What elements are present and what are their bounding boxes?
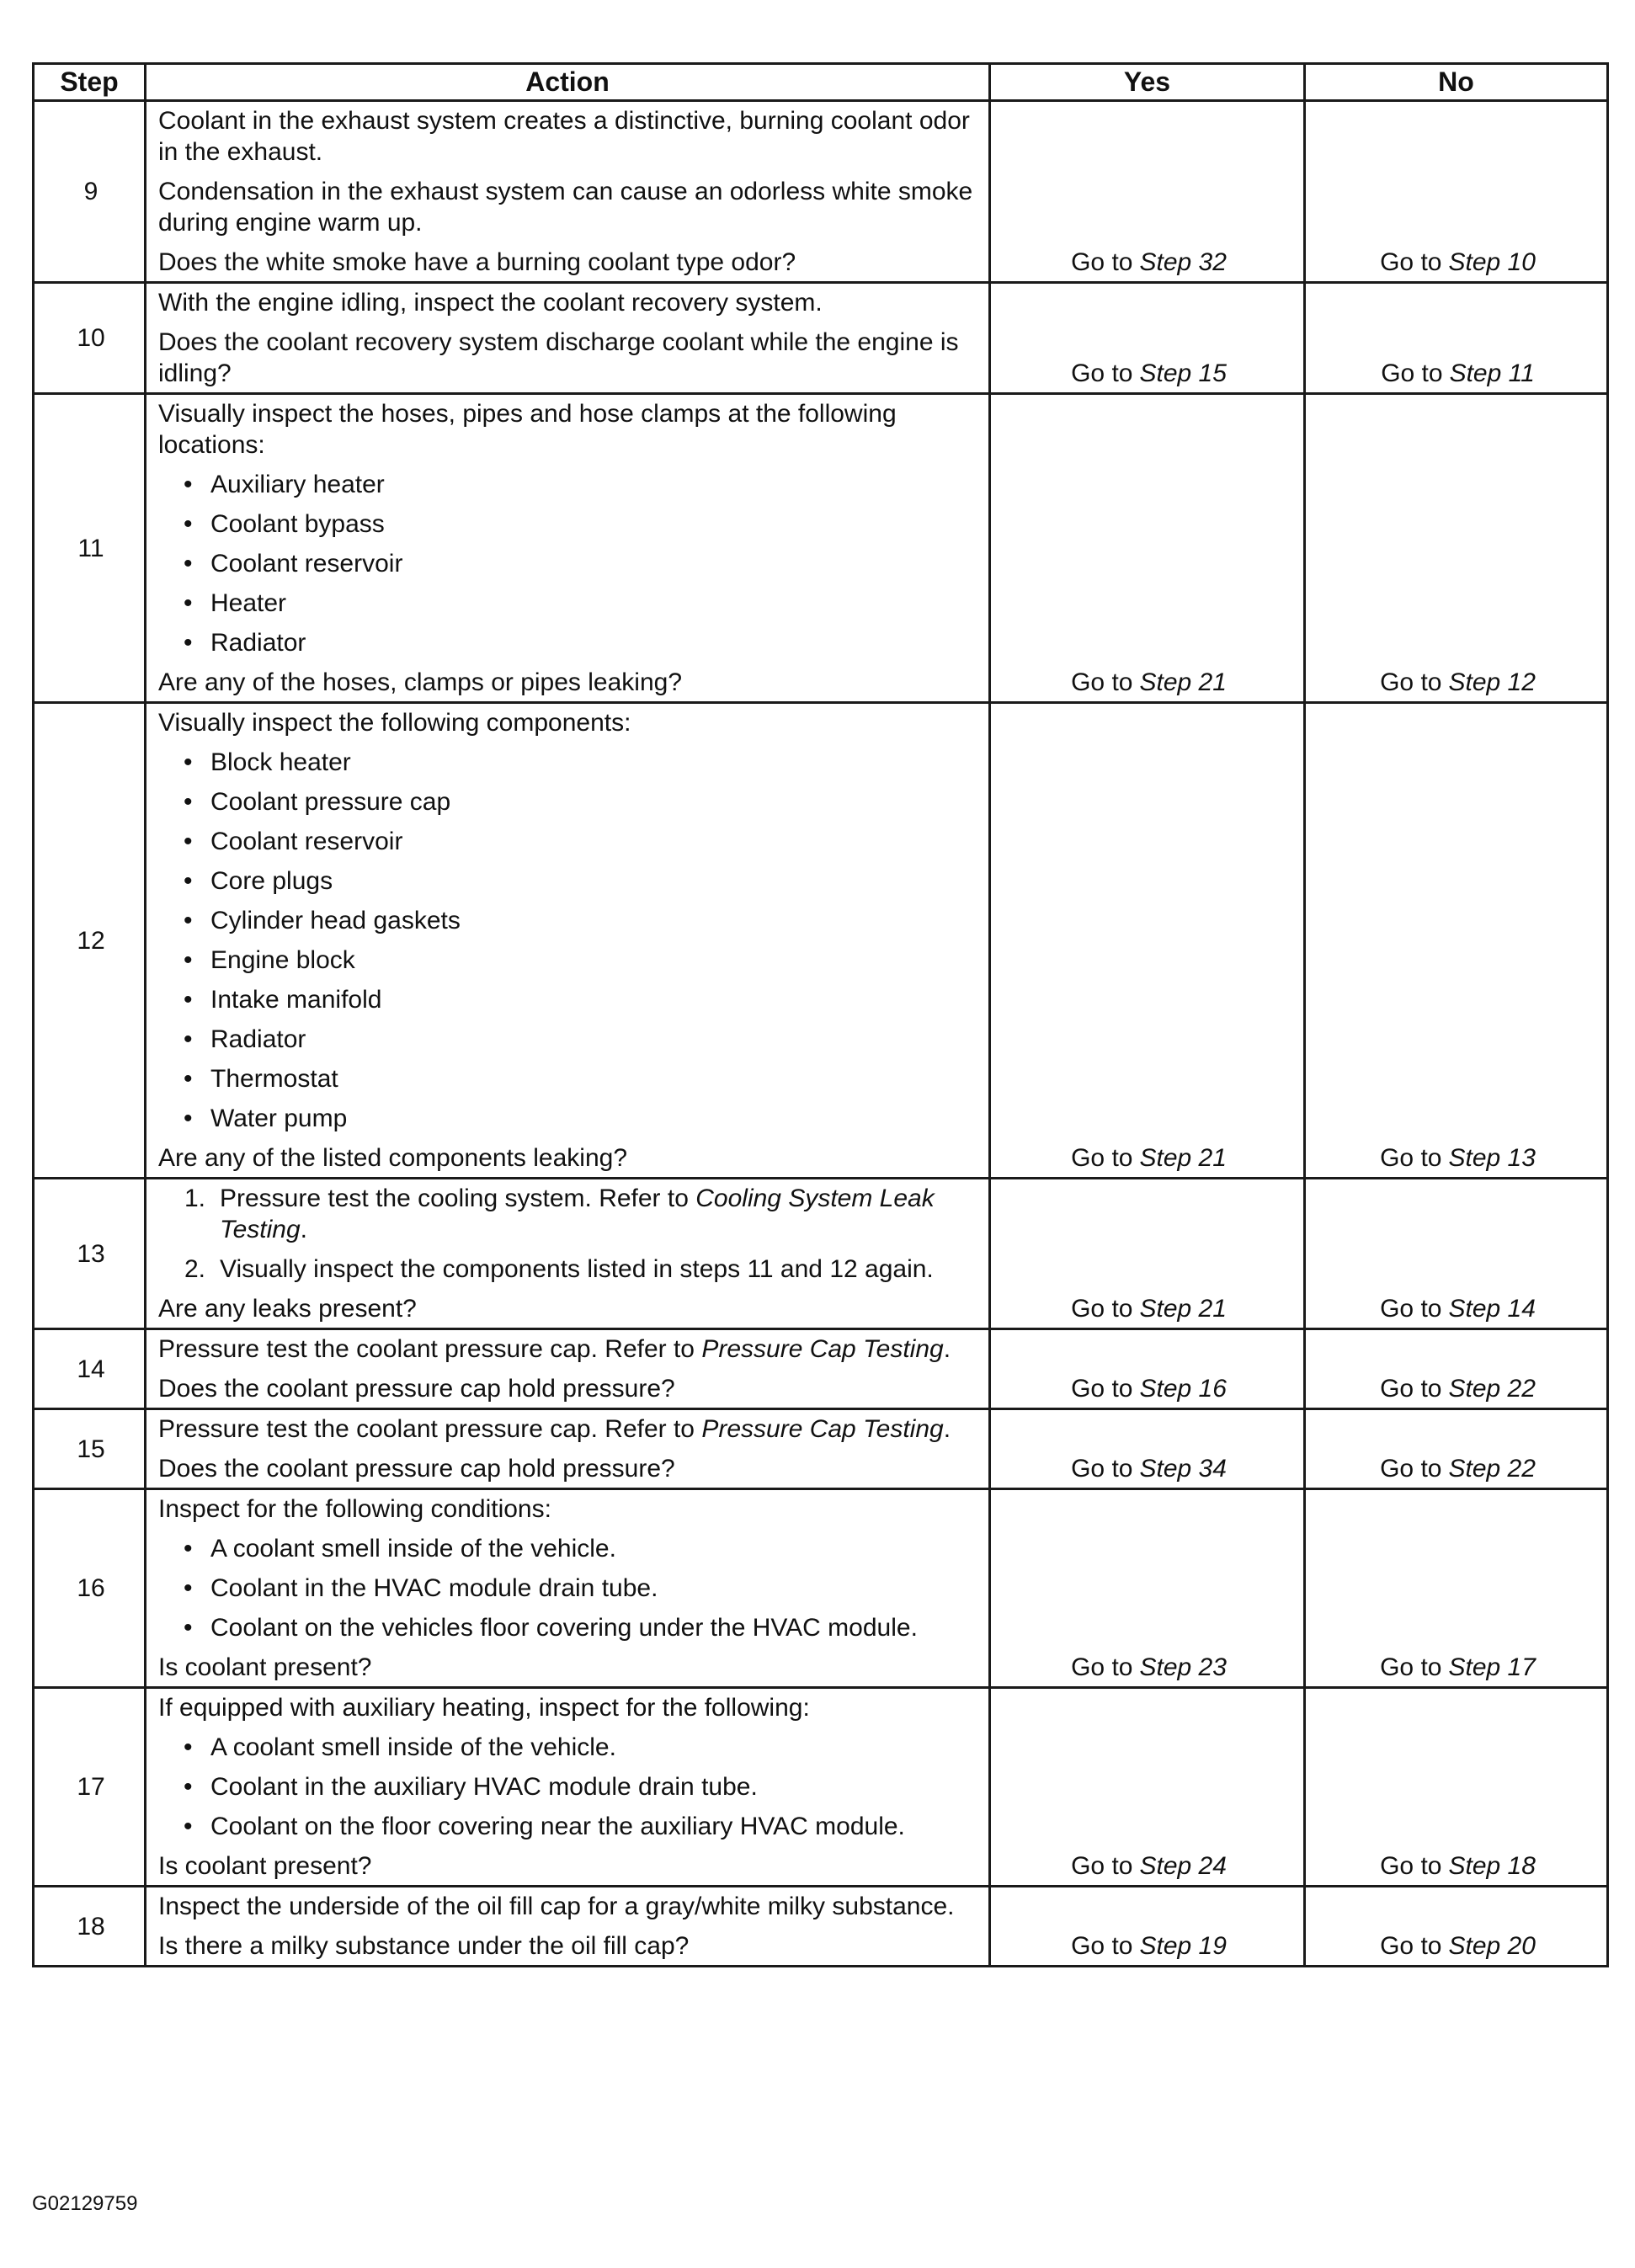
list-item: • Intake manifold bbox=[158, 984, 980, 1015]
yes-result bbox=[990, 1887, 1305, 1967]
step-number: 16 bbox=[34, 1489, 146, 1688]
action-text-content: Are any leaks present? bbox=[158, 1295, 417, 1323]
action-text bbox=[158, 247, 980, 278]
table-row bbox=[34, 1409, 1608, 1489]
action-column-header: Action bbox=[146, 64, 990, 101]
action-cell bbox=[146, 1329, 990, 1409]
yes-step-reference: Step 24 bbox=[1139, 1852, 1227, 1880]
action-text-content: Coolant in the exhaust system creates a distinctive, burning coolant odor in the exhaust. bbox=[158, 107, 970, 166]
action-cell bbox=[146, 703, 990, 1179]
list-item: • Core plugs bbox=[158, 865, 980, 897]
yes-result bbox=[990, 101, 1305, 283]
action-cell bbox=[146, 1887, 990, 1967]
action-text-content: Inspect for the following conditions: bbox=[158, 1495, 551, 1523]
punctuation: . bbox=[943, 1415, 951, 1443]
action-text bbox=[158, 1414, 980, 1445]
punctuation: . bbox=[943, 1335, 951, 1363]
table-row bbox=[34, 703, 1608, 1179]
reference-link: Pressure Cap Testing bbox=[701, 1415, 944, 1443]
yes-step-reference: Step 16 bbox=[1139, 1375, 1227, 1403]
action-text-content: Pressure test the coolant pressure cap. Refer to bbox=[158, 1415, 702, 1443]
go-to-label: Go to bbox=[1381, 359, 1443, 387]
action-text-content: Pressure test the coolant pressure cap. Refer to bbox=[158, 1335, 702, 1363]
list-item: • Thermostat bbox=[158, 1063, 980, 1094]
figure-id: G02129759 bbox=[32, 2192, 138, 2215]
yes-result bbox=[990, 394, 1305, 703]
punctuation: . bbox=[300, 1216, 307, 1243]
no-result bbox=[1305, 101, 1608, 283]
no-step-reference: Step 22 bbox=[1448, 1375, 1536, 1403]
no-step-reference: Step 14 bbox=[1448, 1295, 1536, 1323]
action-text-content: Visually inspect the hoses, pipes and hose clamps at the following locations: bbox=[158, 400, 897, 459]
action-text bbox=[158, 1142, 980, 1174]
action-text bbox=[158, 1373, 980, 1404]
list-item: • A coolant smell inside of the vehicle. bbox=[158, 1732, 980, 1763]
reference-link: Cooling System Leak Testing bbox=[220, 1185, 935, 1243]
table-row bbox=[34, 283, 1608, 394]
go-to-label: Go to bbox=[1071, 1932, 1133, 1960]
step-number: 17 bbox=[34, 1688, 146, 1887]
action-text bbox=[158, 327, 980, 389]
no-result bbox=[1305, 1179, 1608, 1329]
step-number: 13 bbox=[34, 1179, 146, 1329]
table-body bbox=[34, 101, 1608, 1967]
no-result bbox=[1305, 1887, 1608, 1967]
no-result bbox=[1305, 1688, 1608, 1887]
step-column-header: Step bbox=[34, 64, 146, 101]
no-result bbox=[1305, 703, 1608, 1179]
list-item: • Coolant reservoir bbox=[158, 826, 980, 857]
list-item-text: Visually inspect the components listed in steps 11 and 12 again. bbox=[220, 1255, 934, 1283]
action-text-content: Is there a milky substance under the oil fill cap? bbox=[158, 1932, 690, 1960]
go-to-label: Go to bbox=[1071, 1375, 1133, 1403]
yes-step-reference: Step 21 bbox=[1139, 1144, 1227, 1172]
list-item bbox=[158, 1183, 980, 1245]
list-item: • Coolant bypass bbox=[158, 508, 980, 540]
go-to-label: Go to bbox=[1071, 668, 1133, 696]
go-to-label: Go to bbox=[1380, 1295, 1442, 1323]
yes-result bbox=[990, 1409, 1305, 1489]
go-to-label: Go to bbox=[1071, 1144, 1133, 1172]
action-text-content: Does the white smoke have a burning coolant type odor? bbox=[158, 248, 796, 276]
action-text bbox=[158, 176, 980, 238]
go-to-label: Go to bbox=[1071, 1852, 1133, 1880]
no-step-reference: Step 12 bbox=[1448, 668, 1536, 696]
action-text bbox=[158, 287, 980, 318]
action-text-content: With the engine idling, inspect the coolant recovery system. bbox=[158, 289, 823, 317]
list-item: • Radiator bbox=[158, 1024, 980, 1055]
go-to-label: Go to bbox=[1071, 248, 1133, 276]
reference-link: Pressure Cap Testing bbox=[701, 1335, 944, 1363]
no-result bbox=[1305, 1329, 1608, 1409]
action-text bbox=[158, 1652, 980, 1683]
no-result bbox=[1305, 1409, 1608, 1489]
list-item: • Auxiliary heater bbox=[158, 469, 980, 500]
list-item: • Heater bbox=[158, 588, 980, 619]
yes-step-reference: Step 21 bbox=[1139, 1295, 1227, 1323]
no-step-reference: Step 17 bbox=[1448, 1653, 1536, 1681]
action-text bbox=[158, 398, 980, 461]
list-item: • Coolant reservoir bbox=[158, 548, 980, 579]
yes-step-reference: Step 23 bbox=[1139, 1653, 1227, 1681]
go-to-label: Go to bbox=[1380, 1144, 1442, 1172]
list-item: • Engine block bbox=[158, 945, 980, 976]
action-cell bbox=[146, 1489, 990, 1688]
go-to-label: Go to bbox=[1380, 1653, 1442, 1681]
no-step-reference: Step 13 bbox=[1448, 1144, 1536, 1172]
list-item: • A coolant smell inside of the vehicle. bbox=[158, 1533, 980, 1564]
yes-step-reference: Step 21 bbox=[1139, 668, 1227, 696]
list-number: 2. bbox=[184, 1255, 205, 1283]
action-text-content: Condensation in the exhaust system can cause an odorless white smoke during engine warm up. bbox=[158, 178, 973, 237]
yes-result bbox=[990, 1329, 1305, 1409]
action-cell bbox=[146, 1688, 990, 1887]
no-step-reference: Step 20 bbox=[1448, 1932, 1536, 1960]
go-to-label: Go to bbox=[1071, 1653, 1133, 1681]
action-text bbox=[158, 1692, 980, 1723]
yes-result bbox=[990, 1688, 1305, 1887]
step-number: 10 bbox=[34, 283, 146, 394]
action-text bbox=[158, 1930, 980, 1962]
bullet-list bbox=[158, 1732, 980, 1842]
list-item bbox=[158, 1254, 980, 1285]
action-text bbox=[158, 707, 980, 738]
yes-result bbox=[990, 283, 1305, 394]
list-item: • Coolant on the floor covering near the auxiliary HVAC module. bbox=[158, 1811, 980, 1842]
list-item-text: Pressure test the cooling system. Refer to bbox=[220, 1185, 696, 1212]
action-cell bbox=[146, 283, 990, 394]
diagnostic-table bbox=[32, 62, 1609, 1967]
yes-step-reference: Step 15 bbox=[1139, 359, 1227, 387]
table-row bbox=[34, 101, 1608, 283]
list-item: • Cylinder head gaskets bbox=[158, 905, 980, 936]
list-item: • Radiator bbox=[158, 627, 980, 658]
action-cell bbox=[146, 1179, 990, 1329]
numbered-list bbox=[158, 1183, 980, 1285]
bullet-list bbox=[158, 747, 980, 1134]
table-row bbox=[34, 1329, 1608, 1409]
go-to-label: Go to bbox=[1071, 1455, 1133, 1483]
step-number: 9 bbox=[34, 101, 146, 283]
step-number: 15 bbox=[34, 1409, 146, 1489]
action-text bbox=[158, 667, 980, 698]
action-text-content: Are any of the listed components leaking? bbox=[158, 1144, 628, 1172]
step-number: 14 bbox=[34, 1329, 146, 1409]
action-cell bbox=[146, 101, 990, 283]
go-to-label: Go to bbox=[1071, 1295, 1133, 1323]
action-text-content: Does the coolant pressure cap hold pressure? bbox=[158, 1455, 675, 1483]
step-number: 18 bbox=[34, 1887, 146, 1967]
go-to-label: Go to bbox=[1380, 1852, 1442, 1880]
list-item: • Coolant pressure cap bbox=[158, 786, 980, 817]
action-text-content: Visually inspect the following components: bbox=[158, 709, 631, 737]
table-row bbox=[34, 1688, 1608, 1887]
action-text-content: Inspect the underside of the oil fill cap for a gray/white milky substance. bbox=[158, 1893, 955, 1920]
go-to-label: Go to bbox=[1380, 248, 1442, 276]
table-header-row bbox=[34, 64, 1608, 101]
no-step-reference: Step 22 bbox=[1448, 1455, 1536, 1483]
no-step-reference: Step 10 bbox=[1448, 248, 1536, 276]
yes-result bbox=[990, 703, 1305, 1179]
action-text bbox=[158, 1891, 980, 1922]
list-item: • Block heater bbox=[158, 747, 980, 778]
yes-result bbox=[990, 1489, 1305, 1688]
no-step-reference: Step 18 bbox=[1448, 1852, 1536, 1880]
list-item: • Coolant on the vehicles floor covering under the HVAC module. bbox=[158, 1612, 980, 1643]
table-row bbox=[34, 1489, 1608, 1688]
action-text-content: If equipped with auxiliary heating, inspect for the following: bbox=[158, 1694, 810, 1722]
action-text bbox=[158, 105, 980, 168]
no-step-reference: Step 11 bbox=[1449, 359, 1535, 387]
no-result bbox=[1305, 394, 1608, 703]
list-number: 1. bbox=[184, 1185, 205, 1212]
action-text bbox=[158, 1293, 980, 1324]
no-column-header: No bbox=[1305, 64, 1608, 101]
action-text-content: Is coolant present? bbox=[158, 1852, 372, 1880]
go-to-label: Go to bbox=[1380, 1455, 1442, 1483]
go-to-label: Go to bbox=[1380, 668, 1442, 696]
yes-step-reference: Step 32 bbox=[1139, 248, 1227, 276]
step-number: 12 bbox=[34, 703, 146, 1179]
action-text-content: Does the coolant recovery system discharge coolant while the engine is idling? bbox=[158, 328, 959, 387]
yes-column-header: Yes bbox=[990, 64, 1305, 101]
yes-step-reference: Step 19 bbox=[1139, 1932, 1227, 1960]
action-text-content: Is coolant present? bbox=[158, 1653, 372, 1681]
list-item: • Coolant in the auxiliary HVAC module drain tube. bbox=[158, 1771, 980, 1802]
action-text bbox=[158, 1850, 980, 1882]
action-cell bbox=[146, 1409, 990, 1489]
go-to-label: Go to bbox=[1071, 359, 1133, 387]
action-text-content: Are any of the hoses, clamps or pipes leaking? bbox=[158, 668, 683, 696]
yes-step-reference: Step 34 bbox=[1139, 1455, 1227, 1483]
table-row bbox=[34, 1179, 1608, 1329]
no-result bbox=[1305, 283, 1608, 394]
action-text bbox=[158, 1493, 980, 1525]
action-cell bbox=[146, 394, 990, 703]
list-item: • Coolant in the HVAC module drain tube. bbox=[158, 1573, 980, 1604]
go-to-label: Go to bbox=[1380, 1375, 1442, 1403]
table-row bbox=[34, 394, 1608, 703]
no-result bbox=[1305, 1489, 1608, 1688]
action-text bbox=[158, 1334, 980, 1365]
bullet-list bbox=[158, 469, 980, 658]
table-row bbox=[34, 1887, 1608, 1967]
step-number: 11 bbox=[34, 394, 146, 703]
list-item: • Water pump bbox=[158, 1103, 980, 1134]
bullet-list bbox=[158, 1533, 980, 1643]
go-to-label: Go to bbox=[1380, 1932, 1442, 1960]
yes-result bbox=[990, 1179, 1305, 1329]
action-text bbox=[158, 1453, 980, 1484]
action-text-content: Does the coolant pressure cap hold pressure? bbox=[158, 1375, 675, 1403]
